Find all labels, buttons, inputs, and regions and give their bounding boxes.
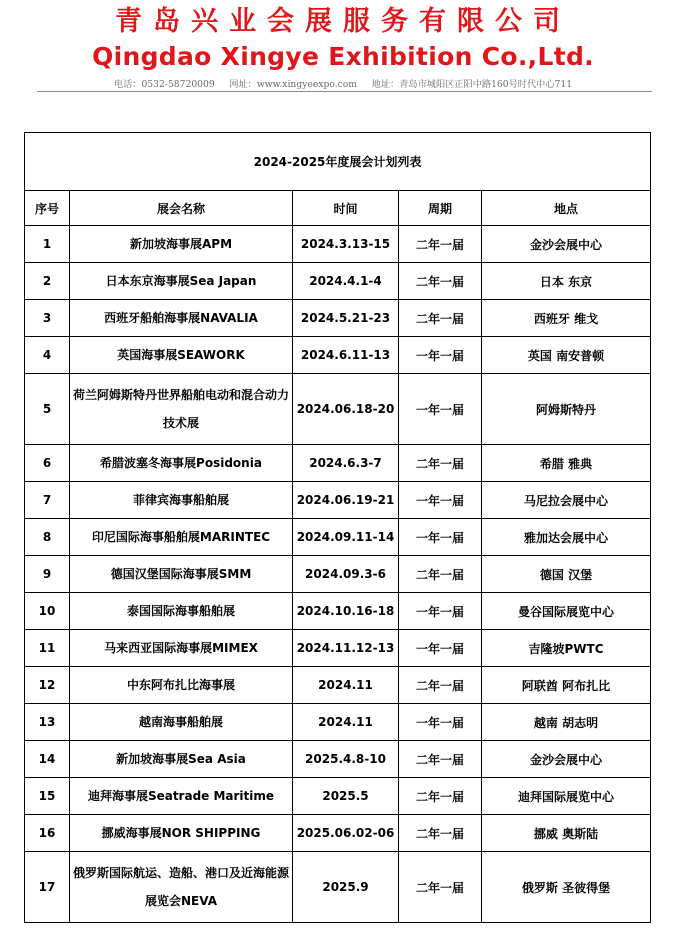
table-row <box>25 300 651 337</box>
cycle-cell: 二年一届 <box>399 300 482 337</box>
row-number-cell: 17 <box>25 852 70 923</box>
date-cell: 2024.6.3-7 <box>293 445 399 482</box>
cycle-cell: 二年一届 <box>399 852 482 923</box>
date-cell: 2024.11 <box>293 704 399 741</box>
venue-cell: 英国 南安普顿 <box>482 337 651 374</box>
exhibition-name-cell: 中东阿布扎比海事展 <box>70 667 293 704</box>
date-cell: 2025.06.02-06 <box>293 815 399 852</box>
row-number-cell: 12 <box>25 667 70 704</box>
row-number-cell: 9 <box>25 556 70 593</box>
column-header-venue: 地点 <box>482 191 651 226</box>
venue-cell: 金沙会展中心 <box>482 226 651 263</box>
exhibition-name-cell: 新加坡海事展Sea Asia <box>70 741 293 778</box>
exhibition-name-cell: 英国海事展SEAWORK <box>70 337 293 374</box>
row-number-cell: 10 <box>25 593 70 630</box>
column-header-name: 展会名称 <box>70 191 293 226</box>
row-number-cell: 3 <box>25 300 70 337</box>
venue-cell: 西班牙 维戈 <box>482 300 651 337</box>
column-header-date: 时间 <box>293 191 399 226</box>
table-row <box>25 630 651 667</box>
exhibition-plan-table <box>24 132 651 923</box>
column-header-no: 序号 <box>25 191 70 226</box>
venue-cell: 雅加达会展中心 <box>482 519 651 556</box>
exhibition-name-cell: 菲律宾海事船舶展 <box>70 482 293 519</box>
table-row <box>25 778 651 815</box>
cycle-cell: 二年一届 <box>399 263 482 300</box>
venue-cell: 挪威 奥斯陆 <box>482 815 651 852</box>
table-title: 2024-2025年度展会计划列表 <box>25 133 651 191</box>
exhibition-name-cell: 泰国国际海事船舶展 <box>70 593 293 630</box>
row-number-cell: 6 <box>25 445 70 482</box>
cycle-cell: 一年一届 <box>399 337 482 374</box>
venue-cell: 阿姆斯特丹 <box>482 374 651 445</box>
venue-cell: 德国 汉堡 <box>482 556 651 593</box>
row-number-cell: 7 <box>25 482 70 519</box>
contact-line <box>0 78 686 92</box>
column-header-cycle: 周期 <box>399 191 482 226</box>
date-cell: 2024.06.18-20 <box>293 374 399 445</box>
table-row <box>25 556 651 593</box>
exhibition-name-cell: 迪拜海事展Seatrade Maritime <box>70 778 293 815</box>
exhibition-name-cell: 新加坡海事展APM <box>70 226 293 263</box>
cycle-cell: 一年一届 <box>399 704 482 741</box>
date-cell: 2025.9 <box>293 852 399 923</box>
table-row <box>25 519 651 556</box>
phone-text: 电话：0532-58720009 <box>113 79 215 90</box>
company-name-cn: 青岛兴业会展服务有限公司 <box>115 6 571 37</box>
table-title-row <box>25 133 651 191</box>
date-cell: 2024.09.11-14 <box>293 519 399 556</box>
row-number-cell: 2 <box>25 263 70 300</box>
date-cell: 2025.4.8-10 <box>293 741 399 778</box>
venue-cell: 曼谷国际展览中心 <box>482 593 651 630</box>
exhibition-name-cell: 马来西亚国际海事展MIMEX <box>70 630 293 667</box>
venue-cell: 俄罗斯 圣彼得堡 <box>482 852 651 923</box>
table-row <box>25 445 651 482</box>
table-row <box>25 374 651 445</box>
exhibition-name-cell: 德国汉堡国际海事展SMM <box>70 556 293 593</box>
cycle-cell: 二年一届 <box>399 667 482 704</box>
cycle-cell: 二年一届 <box>399 741 482 778</box>
date-cell: 2025.5 <box>293 778 399 815</box>
venue-cell: 希腊 雅典 <box>482 445 651 482</box>
cycle-cell: 一年一届 <box>399 593 482 630</box>
exhibition-name-cell: 西班牙船舶海事展NAVALIA <box>70 300 293 337</box>
venue-cell: 吉隆坡PWTC <box>482 630 651 667</box>
date-cell: 2024.3.13-15 <box>293 226 399 263</box>
row-number-cell: 8 <box>25 519 70 556</box>
table-row <box>25 704 651 741</box>
cycle-cell: 一年一届 <box>399 482 482 519</box>
table-row <box>25 852 651 923</box>
row-number-cell: 4 <box>25 337 70 374</box>
date-cell: 2024.11 <box>293 667 399 704</box>
cycle-cell: 二年一届 <box>399 778 482 815</box>
date-cell: 2024.4.1-4 <box>293 263 399 300</box>
venue-cell: 金沙会展中心 <box>482 741 651 778</box>
exhibition-name-cell: 希腊波塞冬海事展Posidonia <box>70 445 293 482</box>
venue-cell: 阿联酋 阿布扎比 <box>482 667 651 704</box>
company-name-en: Qingdao Xingye Exhibition Co.,Ltd. <box>92 42 594 71</box>
table-row <box>25 482 651 519</box>
date-cell: 2024.5.21-23 <box>293 300 399 337</box>
table-row <box>25 741 651 778</box>
exhibition-name-cell: 日本东京海事展Sea Japan <box>70 263 293 300</box>
exhibition-name-cell: 荷兰阿姆斯特丹世界船舶电动和混合动力技术展 <box>70 374 293 445</box>
date-cell: 2024.10.16-18 <box>293 593 399 630</box>
table-header-row <box>25 191 651 226</box>
row-number-cell: 13 <box>25 704 70 741</box>
website-text: 网址：www.xingyeexpo.com <box>229 79 358 90</box>
table-row <box>25 263 651 300</box>
cycle-cell: 一年一届 <box>399 519 482 556</box>
date-cell: 2024.09.3-6 <box>293 556 399 593</box>
table-row <box>25 226 651 263</box>
table-row <box>25 337 651 374</box>
row-number-cell: 5 <box>25 374 70 445</box>
venue-cell: 马尼拉会展中心 <box>482 482 651 519</box>
exhibition-name-cell: 挪威海事展NOR SHIPPING <box>70 815 293 852</box>
row-number-cell: 14 <box>25 741 70 778</box>
table-row <box>25 667 651 704</box>
cycle-cell: 二年一届 <box>399 556 482 593</box>
cycle-cell: 二年一届 <box>399 226 482 263</box>
address-text: 地址：青岛市城阳区正阳中路160号时代中心711 <box>371 79 573 90</box>
table-row <box>25 593 651 630</box>
row-number-cell: 1 <box>25 226 70 263</box>
cycle-cell: 二年一届 <box>399 445 482 482</box>
cycle-cell: 二年一届 <box>399 815 482 852</box>
exhibition-name-cell: 越南海事船舶展 <box>70 704 293 741</box>
date-cell: 2024.11.12-13 <box>293 630 399 667</box>
row-number-cell: 15 <box>25 778 70 815</box>
row-number-cell: 11 <box>25 630 70 667</box>
venue-cell: 越南 胡志明 <box>482 704 651 741</box>
exhibition-name-cell: 俄罗斯国际航运、造船、港口及近海能源展览会NEVA <box>70 852 293 923</box>
venue-cell: 迪拜国际展览中心 <box>482 778 651 815</box>
table-row <box>25 815 651 852</box>
venue-cell: 日本 东京 <box>482 263 651 300</box>
cycle-cell: 一年一届 <box>399 374 482 445</box>
exhibition-name-cell: 印尼国际海事船舶展MARINTEC <box>70 519 293 556</box>
row-number-cell: 16 <box>25 815 70 852</box>
date-cell: 2024.06.19-21 <box>293 482 399 519</box>
header-divider <box>37 91 652 92</box>
date-cell: 2024.6.11-13 <box>293 337 399 374</box>
cycle-cell: 一年一届 <box>399 630 482 667</box>
